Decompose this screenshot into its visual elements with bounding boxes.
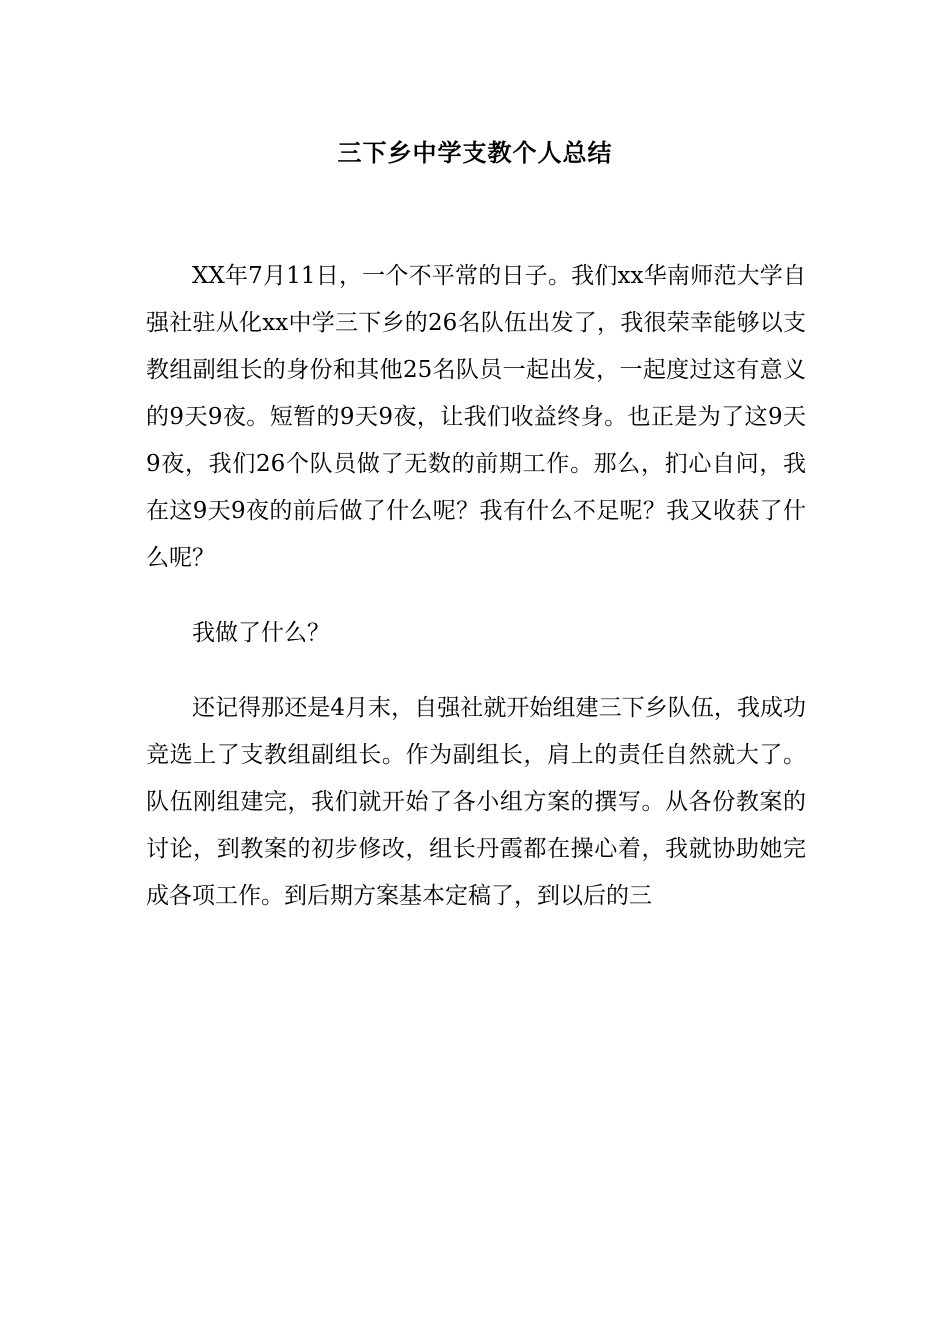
paragraph-2: 我做了什么？: [192, 620, 330, 646]
document-title: 三下乡中学支教个人总结: [337, 138, 613, 167]
paragraph-3: 还记得那还是4月末，自强社就开始组建三下乡队伍，我成功竞选上了支教组副组长。作为副组长，肩上的责任自然就大了。队伍刚组建完，我们就开始了各小组方案的撰写。从各份教案的讨论，到教案的初步修改，组长丹霞都在操心着，我就协助她完成各项工作。到后期方案基本定稿了，到以后的三: [146, 695, 806, 909]
document-body: [146, 253, 806, 948]
paragraph-1: XX年7月11日，一个不平常的日子。我们xx华南师范大学自强社驻从化xx中学三下乡的26名队伍出发了，我很荣幸能够以支教组副组长的身份和其他25名队员一起出发，一起度过这有意义的9天9夜。短暂的9天9夜，让我们收益终身。也正是为了这9天9夜，我们26个队员做了无数的前期工作。那么，扪心自问，我在这9天9夜的前后做了什么呢？我有什么不足呢？我又收获了什么呢？: [146, 263, 806, 571]
